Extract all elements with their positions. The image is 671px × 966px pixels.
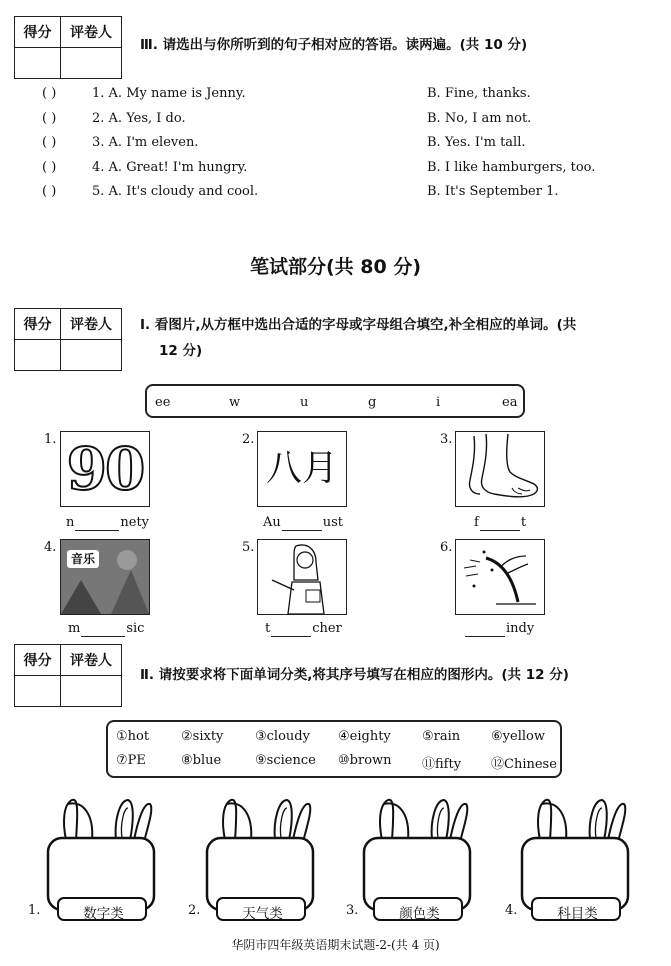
answer-blank[interactable] — [465, 621, 505, 637]
option-a: 5. A. It's cloudy and cool. — [92, 184, 259, 199]
teacher-icon — [258, 540, 346, 614]
word-option: ⑦PE — [116, 753, 146, 768]
basket-label: 颜色类 — [399, 906, 440, 922]
grader-field[interactable] — [60, 48, 121, 78]
listening-question — [42, 135, 526, 150]
picture-ninety — [60, 431, 150, 507]
august-characters: 八月 — [265, 448, 338, 489]
picture-number: 3. — [440, 432, 453, 447]
feet-icon — [456, 432, 544, 506]
letter-option: ea — [502, 395, 518, 410]
answer-blank[interactable] — [75, 515, 119, 531]
basket-number: 1. — [28, 903, 41, 918]
basket-label: 天气类 — [242, 906, 283, 922]
windy-tree-icon — [456, 540, 544, 614]
option-b: B. No, I am not. — [427, 110, 532, 126]
grader-label: 评卷人 — [60, 309, 121, 339]
grader-label: 评卷人 — [60, 645, 121, 675]
word-option: ④eighty — [338, 729, 391, 744]
listening-question — [42, 160, 595, 175]
score-field[interactable] — [15, 340, 60, 370]
written-section-title: 笔试部分(共 80 分) — [249, 256, 422, 278]
letter-option: i — [436, 395, 441, 410]
category-basket[interactable] — [360, 790, 475, 930]
answer-paren[interactable]: ( ) — [42, 159, 57, 175]
word-option: ⑤rain — [422, 729, 461, 744]
picture-number: 2. — [242, 432, 255, 447]
answer-paren[interactable]: ( ) — [42, 135, 57, 150]
part1-instruction-line1: Ⅰ. 看图片,从方框中选出合适的字母或字母组合填空,补全相应的单词。(共 — [140, 317, 577, 333]
grader-field[interactable] — [60, 340, 121, 370]
word-feet: f t — [474, 515, 527, 530]
category-basket[interactable] — [518, 790, 633, 930]
option-b: B. It's September 1. — [427, 184, 559, 199]
word-option: ②sixty — [181, 729, 224, 744]
word-option: ⑧blue — [181, 753, 222, 768]
picture-number: 1. — [44, 432, 57, 447]
ninety-numeral: 90 — [66, 435, 144, 503]
option-a: 2. A. Yes, I do. — [92, 110, 186, 126]
picture-feet — [455, 431, 545, 507]
picture-number: 6. — [440, 540, 453, 555]
word-option: ⑥yellow — [491, 729, 545, 744]
option-a: 1. A. My name is Jenny. — [92, 86, 246, 101]
page-footer: 华阴市四年级英语期末试题-2-(共 4 页) — [231, 938, 440, 952]
answer-blank[interactable] — [480, 515, 520, 531]
word-music: m sic — [68, 621, 145, 636]
word-option: ③cloudy — [255, 729, 310, 744]
picture-music — [60, 539, 150, 615]
option-b: B. Yes. I'm tall. — [427, 135, 526, 150]
letter-option: w — [229, 395, 241, 410]
option-b: B. I like hamburgers, too. — [427, 159, 596, 175]
grader-field[interactable] — [60, 676, 121, 706]
letter-options-box — [145, 384, 525, 418]
basket-number: 4. — [505, 903, 518, 918]
answer-blank[interactable] — [282, 515, 322, 531]
option-a: 4. A. Great! I'm hungry. — [92, 159, 248, 175]
option-a: 3. A. I'm eleven. — [92, 135, 199, 150]
listening-question — [42, 184, 559, 199]
word-august: Au ust — [263, 515, 344, 530]
word-options-box — [106, 720, 562, 778]
answer-paren[interactable]: ( ) — [42, 110, 57, 126]
listening-question — [42, 111, 531, 126]
part2-instruction: Ⅱ. 请按要求将下面单词分类,将其序号填写在相应的图形内。(共 12 分) — [140, 667, 569, 683]
basket-label: 数字类 — [83, 906, 124, 922]
score-box — [14, 308, 122, 371]
answer-blank[interactable] — [271, 621, 311, 637]
word-option: ⑪fifty — [422, 757, 462, 772]
word-windy: indy — [464, 621, 534, 637]
score-box — [14, 16, 122, 79]
part1-instruction-line2: 12 分) — [159, 343, 203, 359]
answer-blank[interactable] — [81, 621, 125, 637]
letter-option: u — [300, 395, 309, 410]
answer-paren[interactable]: ( ) — [42, 86, 57, 101]
picture-windy — [455, 539, 545, 615]
picture-number: 5. — [242, 540, 255, 555]
score-field[interactable] — [15, 48, 60, 78]
word-option: ⑩brown — [338, 753, 392, 768]
word-option: ①hot — [116, 729, 150, 744]
word-ninety: n nety — [66, 515, 150, 530]
word-option: ⑫Chinese — [491, 757, 557, 772]
category-basket[interactable] — [44, 790, 159, 930]
basket-number: 2. — [188, 903, 201, 918]
basket-label: 科目类 — [557, 906, 598, 922]
picture-teacher — [257, 539, 347, 615]
grader-label: 评卷人 — [60, 17, 121, 47]
picture-number: 4. — [44, 540, 57, 555]
category-basket[interactable] — [203, 790, 318, 930]
letter-option: ee — [155, 395, 171, 410]
letter-option: g — [368, 395, 377, 410]
listening-question — [42, 86, 531, 101]
score-label: 得分 — [23, 653, 52, 669]
score-box — [14, 644, 122, 707]
picture-august — [257, 431, 347, 507]
music-label: 音乐 — [70, 552, 95, 566]
option-b: B. Fine, thanks. — [427, 86, 531, 101]
word-teacher: t cher — [265, 621, 342, 636]
score-label: 得分 — [23, 25, 52, 41]
word-option: ⑨science — [255, 753, 316, 768]
score-label: 得分 — [23, 317, 52, 333]
basket-number: 3. — [346, 903, 359, 918]
listening-instruction: Ⅲ. 请选出与你所听到的句子相对应的答语。读两遍。(共 10 分) — [140, 37, 528, 53]
score-field[interactable] — [15, 676, 60, 706]
answer-paren[interactable]: ( ) — [42, 184, 57, 199]
